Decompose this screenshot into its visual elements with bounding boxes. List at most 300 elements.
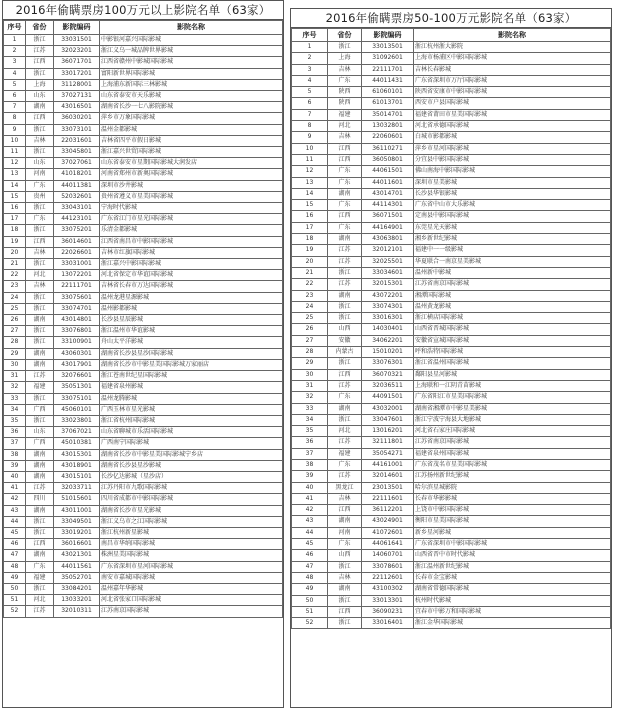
cell-cinema-name: 温州金都影城 <box>100 124 283 135</box>
cell-cinema-code: 32111801 <box>362 437 414 448</box>
cell-index: 46 <box>4 539 26 550</box>
cell-province: 浙江 <box>328 358 362 369</box>
cell-index: 19 <box>4 236 26 247</box>
cell-cinema-name: 新乡星河影城 <box>414 527 611 538</box>
cell-province: 江西 <box>328 606 362 617</box>
table-row <box>4 572 283 583</box>
cell-province: 江西 <box>328 211 362 222</box>
cell-cinema-code: 36050801 <box>362 154 414 165</box>
cell-index: 10 <box>292 143 328 154</box>
cell-province: 吉林 <box>26 247 54 258</box>
table-row <box>292 539 611 550</box>
cell-province: 浙江 <box>328 42 362 53</box>
cell-index: 49 <box>292 584 328 595</box>
cell-index: 52 <box>4 606 26 617</box>
cell-index: 31 <box>292 380 328 391</box>
table-row <box>292 482 611 493</box>
table-row <box>292 154 611 165</box>
cell-province: 湖南 <box>328 403 362 414</box>
cell-cinema-code: 33075101 <box>54 393 100 404</box>
cell-index: 39 <box>292 471 328 482</box>
cell-province: 江苏 <box>328 245 362 256</box>
cell-province: 浙江 <box>26 259 54 270</box>
cell-cinema-name: 浙江嘉兴世贸国际影城 <box>100 147 283 158</box>
cell-province: 河南 <box>328 527 362 538</box>
cell-cinema-code: 33031501 <box>54 35 100 46</box>
cell-cinema-name: 浙江义乌市之江国际影城 <box>100 516 283 527</box>
cell-province: 浙江 <box>26 292 54 303</box>
table-row <box>4 247 283 258</box>
cell-province: 江苏 <box>26 483 54 494</box>
cell-cinema-code: 51015601 <box>54 494 100 505</box>
cell-index: 28 <box>292 347 328 358</box>
table-row <box>4 259 283 270</box>
cell-cinema-code: 23013501 <box>362 482 414 493</box>
cell-cinema-name: 长春市华影影城 <box>414 493 611 504</box>
cell-cinema-name: 宜春市中影万和国际影城 <box>414 606 611 617</box>
table-row <box>4 382 283 393</box>
table-row <box>4 191 283 202</box>
cell-cinema-code: 33075601 <box>54 292 100 303</box>
cell-province: 河南 <box>26 169 54 180</box>
cell-cinema-code: 22111701 <box>54 281 100 292</box>
cell-province: 江西 <box>328 154 362 165</box>
cell-cinema-name: 哈尔滨星城影院 <box>414 482 611 493</box>
column-header-index: 序号 <box>4 21 26 35</box>
cell-index: 26 <box>4 315 26 326</box>
cell-cinema-code: 44061501 <box>362 166 414 177</box>
cell-cinema-name: 广东省深圳市星河国际影城 <box>100 561 283 572</box>
cell-province: 湖南 <box>26 505 54 516</box>
cell-province: 山东 <box>26 158 54 169</box>
cell-index: 7 <box>292 109 328 120</box>
cell-index: 25 <box>4 303 26 314</box>
cell-index: 23 <box>292 290 328 301</box>
cell-cinema-name: 浙江苍南世纪星国际影城 <box>100 371 283 382</box>
cell-cinema-code: 43032001 <box>362 403 414 414</box>
table-row <box>292 267 611 278</box>
cell-cinema-code: 33013301 <box>362 595 414 606</box>
table-row <box>292 618 611 629</box>
cell-province: 浙江 <box>26 583 54 594</box>
cell-index: 26 <box>292 324 328 335</box>
table-row <box>4 180 283 191</box>
cell-cinema-code: 33017201 <box>54 68 100 79</box>
table-row <box>4 561 283 572</box>
table-row <box>292 572 611 583</box>
cell-province: 吉林 <box>328 572 362 583</box>
cell-cinema-name: 长春市金宝影城 <box>414 572 611 583</box>
cell-cinema-code: 43015301 <box>54 449 100 460</box>
cell-index: 40 <box>292 482 328 493</box>
table-row <box>292 222 611 233</box>
cell-index: 43 <box>4 505 26 516</box>
cell-cinema-code: 37027061 <box>54 158 100 169</box>
cell-cinema-code: 32014601 <box>362 471 414 482</box>
cell-index: 29 <box>4 348 26 359</box>
cell-cinema-name: 深圳市沙井影城 <box>100 180 283 191</box>
cell-cinema-code: 44011431 <box>362 75 414 86</box>
cell-cinema-name: 陕西省安康市中影国际影城 <box>414 87 611 98</box>
table-row <box>4 348 283 359</box>
cell-cinema-name: 山东省聊城市乐活国际影城 <box>100 427 283 438</box>
cell-index: 29 <box>292 358 328 369</box>
cell-province: 江西 <box>26 57 54 68</box>
cell-cinema-code: 36014601 <box>54 236 100 247</box>
cell-index: 20 <box>292 256 328 267</box>
table-row <box>292 200 611 211</box>
cell-province: 河北 <box>26 270 54 281</box>
cell-index: 10 <box>4 135 26 146</box>
cell-index: 11 <box>292 154 328 165</box>
table-row <box>292 132 611 143</box>
cell-province: 湖南 <box>26 449 54 460</box>
cell-cinema-code: 32025501 <box>362 256 414 267</box>
cell-cinema-name: 福建省泉州国际影城 <box>414 448 611 459</box>
cell-province: 广东 <box>328 166 362 177</box>
cell-cinema-code: 43024901 <box>362 516 414 527</box>
table-row <box>4 214 283 225</box>
cell-index: 38 <box>292 459 328 470</box>
left-sheet-title: 2016年偷瞒票房100万元以上影院名单（63家） <box>3 1 283 20</box>
cell-index: 9 <box>4 124 26 135</box>
table-row <box>4 595 283 606</box>
table-row <box>292 324 611 335</box>
cell-cinema-code: 32033711 <box>54 483 100 494</box>
cell-province: 浙江 <box>26 516 54 527</box>
cell-province: 广东 <box>328 392 362 403</box>
cell-province: 江苏 <box>328 437 362 448</box>
cell-cinema-code: 44011381 <box>54 180 100 191</box>
cell-index: 30 <box>4 359 26 370</box>
cell-index: 35 <box>292 426 328 437</box>
table-row <box>4 124 283 135</box>
cell-province: 浙江 <box>328 414 362 425</box>
cell-cinema-code: 41072601 <box>362 527 414 538</box>
cell-index: 3 <box>292 64 328 75</box>
cell-index: 45 <box>292 539 328 550</box>
cell-cinema-name: 山西省晋城国际影城 <box>414 324 611 335</box>
cell-cinema-code: 33019201 <box>54 527 100 538</box>
cell-index: 2 <box>292 53 328 64</box>
table-row <box>4 505 283 516</box>
cell-cinema-name: 河北省石家庄国际影城 <box>414 426 611 437</box>
cell-cinema-code: 37027131 <box>54 91 100 102</box>
table-row <box>292 53 611 64</box>
cell-index: 48 <box>292 572 328 583</box>
cell-index: 22 <box>4 270 26 281</box>
cell-province: 内蒙古 <box>328 347 362 358</box>
cell-cinema-name: 南安市嘉城国际影城 <box>100 572 283 583</box>
cell-province: 福建 <box>328 109 362 120</box>
cell-province: 浙江 <box>26 303 54 314</box>
cell-cinema-name: 温州嘉年华影城 <box>100 583 283 594</box>
cell-cinema-code: 37067021 <box>54 427 100 438</box>
table-row <box>292 471 611 482</box>
cell-province: 吉林 <box>328 493 362 504</box>
table-row <box>4 303 283 314</box>
column-header-province: 省份 <box>26 21 54 35</box>
cell-province: 江苏 <box>328 380 362 391</box>
table-row <box>292 313 611 324</box>
cell-index: 42 <box>292 505 328 516</box>
table-row <box>292 143 611 154</box>
cell-province: 福建 <box>26 382 54 393</box>
cell-province: 湖南 <box>26 550 54 561</box>
cell-cinema-code: 33076801 <box>54 326 100 337</box>
cell-province: 广西 <box>26 438 54 449</box>
cell-cinema-code: 14060701 <box>362 550 414 561</box>
cell-index: 5 <box>292 87 328 98</box>
cell-province: 浙江 <box>328 313 362 324</box>
table-row <box>292 595 611 606</box>
column-header-cinema-name: 影院名称 <box>100 21 283 35</box>
cell-province: 河北 <box>26 595 54 606</box>
cell-cinema-name: 上海浦东新国际三林影城 <box>100 79 283 90</box>
cell-cinema-code: 44011601 <box>362 177 414 188</box>
cell-cinema-code: 36071701 <box>54 57 100 68</box>
cell-cinema-name: 江西省赣州中影城国际影城 <box>100 57 283 68</box>
cell-province: 广东 <box>328 459 362 470</box>
cell-cinema-name: 福建省泉州影城 <box>100 382 283 393</box>
table-row <box>292 380 611 391</box>
right-cinema-list-sheet <box>290 8 612 708</box>
cell-cinema-name: 江苏省南京国际影城 <box>414 279 611 290</box>
table-row <box>4 527 283 538</box>
cell-cinema-code: 33100901 <box>54 337 100 348</box>
cell-cinema-code: 33074301 <box>362 301 414 312</box>
cell-cinema-code: 43014701 <box>362 188 414 199</box>
cell-index: 31 <box>4 371 26 382</box>
table-row <box>292 403 611 414</box>
cell-cinema-code: 36070321 <box>362 369 414 380</box>
cell-cinema-name: 浙江温州市华谊影城 <box>100 326 283 337</box>
cell-cinema-code: 36112201 <box>362 505 414 516</box>
cell-province: 贵州 <box>26 191 54 202</box>
cell-province: 吉林 <box>26 135 54 146</box>
cell-province: 江西 <box>328 143 362 154</box>
cell-cinema-name: 江苏丹阳市九歌国际影城 <box>100 483 283 494</box>
cell-cinema-name: 山东省泰安市天乐影城 <box>100 91 283 102</box>
cell-cinema-name: 广东省茂名市星美国际影城 <box>414 459 611 470</box>
cell-index: 30 <box>292 369 328 380</box>
cell-index: 1 <box>292 42 328 53</box>
cell-index: 36 <box>4 427 26 438</box>
cell-province: 河北 <box>328 426 362 437</box>
cell-index: 18 <box>4 225 26 236</box>
table-row <box>4 438 283 449</box>
cell-index: 44 <box>4 516 26 527</box>
cell-cinema-code: 43014801 <box>54 315 100 326</box>
cell-province: 湖南 <box>26 460 54 471</box>
cell-index: 50 <box>292 595 328 606</box>
cell-province: 湖南 <box>26 359 54 370</box>
cell-index: 19 <box>292 245 328 256</box>
cell-cinema-name: 河北省保定市华谊国际影城 <box>100 270 283 281</box>
cell-cinema-code: 44011561 <box>54 561 100 572</box>
cell-index: 21 <box>4 259 26 270</box>
table-row <box>4 606 283 617</box>
cell-cinema-name: 广东省中山市大乐影城 <box>414 200 611 211</box>
cell-cinema-code: 22111701 <box>362 64 414 75</box>
cell-cinema-name: 华夏联合一南京星美影城 <box>414 256 611 267</box>
cell-cinema-code: 13016201 <box>362 426 414 437</box>
table-row <box>292 75 611 86</box>
cell-cinema-code: 33034601 <box>362 267 414 278</box>
cell-cinema-code: 33076301 <box>362 358 414 369</box>
right-cinema-table <box>291 28 611 629</box>
cell-province: 山东 <box>26 427 54 438</box>
cell-cinema-code: 61013701 <box>362 98 414 109</box>
cell-cinema-name: 湖南省长沙市中影星美国际影城万家丽店 <box>100 359 283 370</box>
cell-cinema-name: 上饶市中影国际影城 <box>414 505 611 516</box>
cell-cinema-name: 温州龙港星源影城 <box>100 292 283 303</box>
cell-province: 广东 <box>328 200 362 211</box>
cell-cinema-name: 江西省南昌市中影国际影城 <box>100 236 283 247</box>
cell-cinema-name: 宁海时代影城 <box>100 203 283 214</box>
cell-index: 40 <box>4 471 26 482</box>
cell-cinema-code: 32010311 <box>54 606 100 617</box>
cell-province: 浙江 <box>26 147 54 158</box>
cell-province: 湖南 <box>328 584 362 595</box>
cell-cinema-name: 浙江杭州浙大影院 <box>414 42 611 53</box>
cell-cinema-code: 43011001 <box>54 505 100 516</box>
table-row <box>292 166 611 177</box>
table-row <box>4 494 283 505</box>
table-row <box>292 188 611 199</box>
cell-cinema-name: 舟山太平洋影城 <box>100 337 283 348</box>
cell-cinema-name: 温州龙腾影城 <box>100 393 283 404</box>
cell-index: 36 <box>292 437 328 448</box>
cell-cinema-name: 浙江省温州国际影城 <box>414 358 611 369</box>
cell-province: 江西 <box>26 539 54 550</box>
cell-index: 28 <box>4 337 26 348</box>
cell-cinema-name: 吉林市红旗国际影城 <box>100 247 283 258</box>
cell-index: 24 <box>4 292 26 303</box>
cell-cinema-name: 广东省深圳市中影国际影城 <box>414 539 611 550</box>
cell-cinema-name: 上海市杨浦区中影国际影城 <box>414 53 611 64</box>
cell-cinema-code: 35052701 <box>54 572 100 583</box>
table-row <box>292 392 611 403</box>
cell-cinema-code: 36071501 <box>362 211 414 222</box>
cell-index: 38 <box>4 449 26 460</box>
cell-index: 32 <box>292 392 328 403</box>
cell-cinema-name: 上海联和一江阴青苗影城 <box>414 380 611 391</box>
cell-province: 湖南 <box>26 102 54 113</box>
table-row <box>4 147 283 158</box>
cell-index: 7 <box>4 102 26 113</box>
cell-cinema-code: 35054271 <box>362 448 414 459</box>
cell-province: 浙江 <box>26 225 54 236</box>
cell-index: 27 <box>292 335 328 346</box>
cell-province: 广东 <box>26 180 54 191</box>
cell-province: 江西 <box>328 505 362 516</box>
cell-cinema-code: 32015301 <box>362 279 414 290</box>
cell-cinema-code: 35014701 <box>362 109 414 120</box>
cell-province: 浙江 <box>26 203 54 214</box>
cell-cinema-name: 东莞星光天影城 <box>414 222 611 233</box>
cell-cinema-code: 44123101 <box>54 214 100 225</box>
cell-cinema-code: 43016501 <box>54 102 100 113</box>
cell-province: 山西 <box>328 324 362 335</box>
table-row <box>4 427 283 438</box>
cell-index: 4 <box>4 68 26 79</box>
cell-cinema-code: 44164901 <box>362 222 414 233</box>
cell-cinema-name: 富阳新世界国际影城 <box>100 68 283 79</box>
cell-province: 吉林 <box>328 64 362 75</box>
cell-index: 35 <box>4 415 26 426</box>
left-cinema-list-sheet <box>2 0 284 708</box>
table-row <box>292 369 611 380</box>
cell-cinema-code: 43063801 <box>362 234 414 245</box>
cell-cinema-name: 中影银河嘉兴国际影城 <box>100 35 283 46</box>
cell-cinema-code: 43060301 <box>54 348 100 359</box>
cell-cinema-code: 61060101 <box>362 87 414 98</box>
table-row <box>4 46 283 57</box>
cell-cinema-name: 鄱阳县星河影城 <box>414 369 611 380</box>
cell-province: 吉林 <box>26 281 54 292</box>
cell-province: 江苏 <box>26 46 54 57</box>
cell-cinema-code: 45010381 <box>54 438 100 449</box>
table-row <box>4 315 283 326</box>
table-header-row <box>292 29 611 42</box>
cell-province: 四川 <box>26 494 54 505</box>
cell-index: 47 <box>292 561 328 572</box>
table-row <box>292 335 611 346</box>
cell-cinema-code: 33031001 <box>54 259 100 270</box>
cell-index: 18 <box>292 234 328 245</box>
cell-province: 江西 <box>26 113 54 124</box>
cell-index: 23 <box>4 281 26 292</box>
cell-cinema-code: 33043101 <box>54 203 100 214</box>
cell-province: 山西 <box>328 550 362 561</box>
cell-cinema-code: 36110271 <box>362 143 414 154</box>
cell-cinema-code: 33045801 <box>54 147 100 158</box>
cell-index: 33 <box>292 403 328 414</box>
cell-index: 37 <box>4 438 26 449</box>
column-header-cinema-name: 影院名称 <box>414 29 611 42</box>
table-row <box>292 177 611 188</box>
cell-cinema-code: 44091501 <box>362 392 414 403</box>
cell-cinema-code: 22026601 <box>54 247 100 258</box>
cell-index: 17 <box>292 222 328 233</box>
cell-cinema-name: 温州影都影城 <box>100 303 283 314</box>
cell-cinema-code: 41018201 <box>54 169 100 180</box>
cell-cinema-code: 35051301 <box>54 382 100 393</box>
cell-cinema-name: 江苏省南京国际影城 <box>414 437 611 448</box>
cell-index: 14 <box>292 188 328 199</box>
cell-cinema-name: 广西南宁国际影城 <box>100 438 283 449</box>
cell-province: 浙江 <box>26 337 54 348</box>
cell-province: 广东 <box>328 222 362 233</box>
cell-index: 12 <box>292 166 328 177</box>
table-row <box>292 358 611 369</box>
table-row <box>292 527 611 538</box>
cell-province: 广东 <box>26 214 54 225</box>
cell-index: 1 <box>4 35 26 46</box>
cell-province: 陕西 <box>328 87 362 98</box>
cell-cinema-name: 西安市户县国际影城 <box>414 98 611 109</box>
cell-cinema-name: 湖南省湘潭市中影星美影城 <box>414 403 611 414</box>
table-row <box>292 426 611 437</box>
cell-index: 3 <box>4 57 26 68</box>
cell-cinema-name: 呼和浩特国际影城 <box>414 347 611 358</box>
cell-province: 福建 <box>328 448 362 459</box>
table-row <box>292 64 611 75</box>
cell-cinema-name: 福建中一一级影城 <box>414 245 611 256</box>
cell-province: 江西 <box>328 369 362 380</box>
cell-cinema-code: 15010201 <box>362 347 414 358</box>
